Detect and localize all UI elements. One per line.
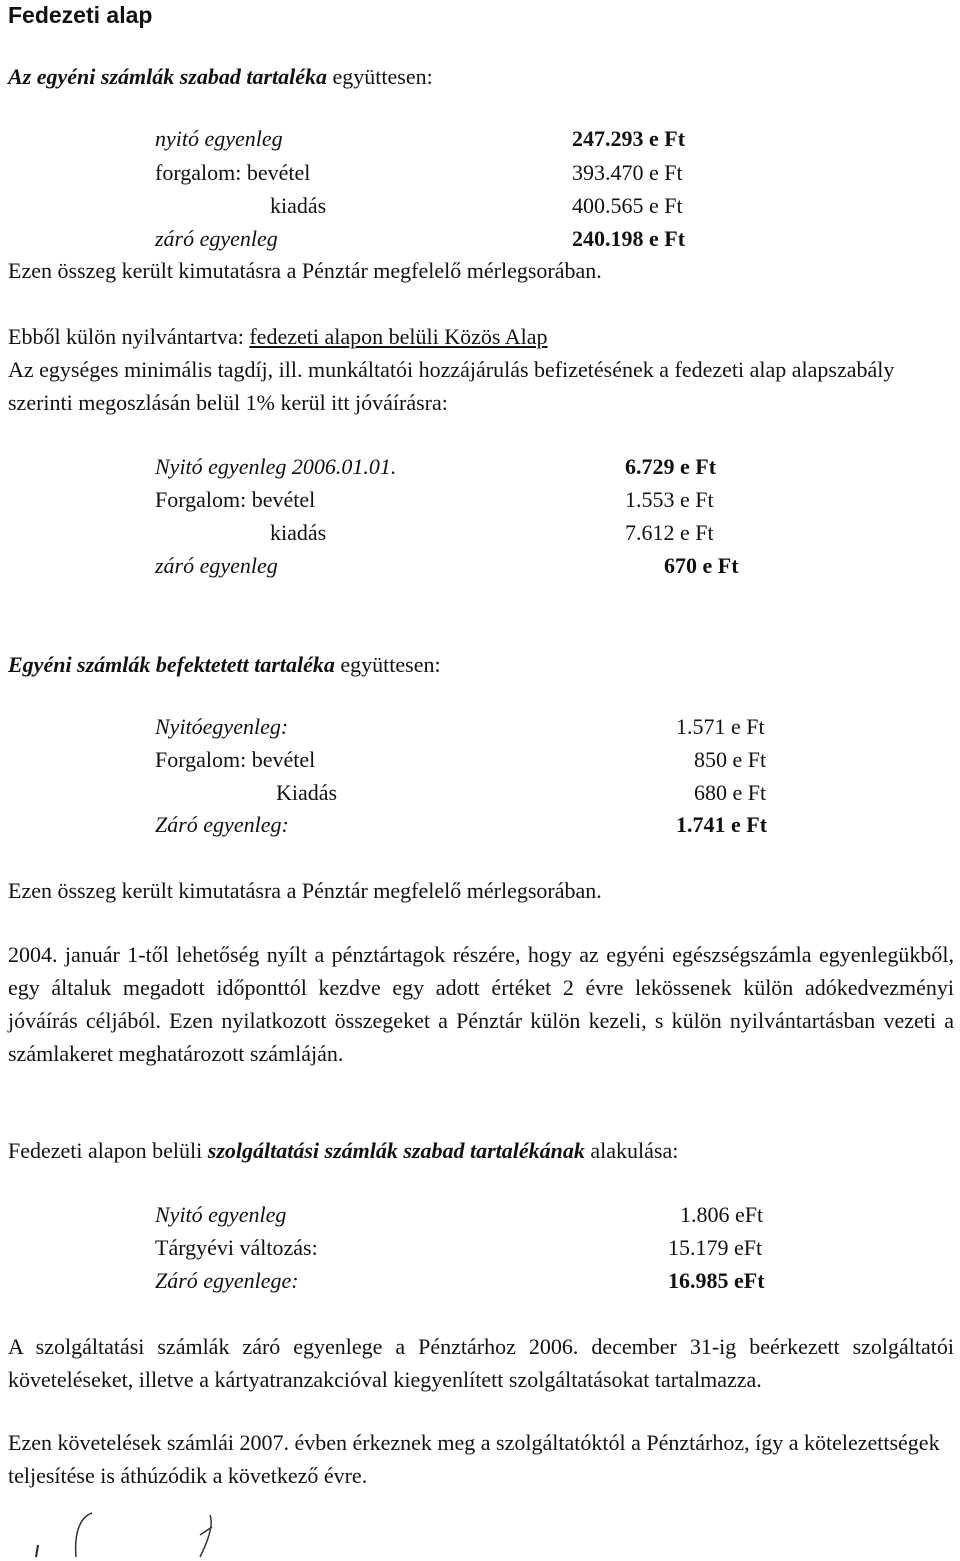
table-row <box>0 778 960 808</box>
heading-rest: alakulása: <box>584 1138 679 1163</box>
row-amount: 393.470 e Ft <box>572 160 683 185</box>
row-label: Nyitó egyenleg <box>155 1202 287 1227</box>
row-label: Forgalom: bevétel <box>155 487 316 512</box>
row-amount: 670 e Ft <box>664 553 739 578</box>
row-amount: 15.179 eFt <box>668 1235 763 1260</box>
row-label: Záró egyenleg: <box>155 812 289 837</box>
paragraph-claims: Ezen követelések számlái 2007. évben érkeznek meg a szolgáltatóktól a Pénztárhoz, így a kötelezettségek teljesítése is áthúzódik a következő évre. <box>8 1430 940 1488</box>
section-service-accounts-heading <box>8 1134 954 1167</box>
table-row <box>0 1266 960 1296</box>
row-label: kiadás <box>270 520 327 545</box>
prefix-text: Ebből külön nyilvántartva: <box>8 324 250 349</box>
table-row <box>0 551 960 581</box>
row-label: Záró egyenlege: <box>155 1268 299 1293</box>
table-row <box>0 1200 960 1230</box>
page-title: Fedezeti alap <box>8 2 153 28</box>
row-amount: 680 e Ft <box>694 780 767 805</box>
row-amount: 1.553 e Ft <box>625 487 714 512</box>
table-row <box>0 745 960 775</box>
common-fund-paragraph <box>8 320 954 419</box>
table-row <box>0 518 960 548</box>
handwritten-initials-mark <box>0 1505 260 1561</box>
row-label: nyitó egyenleg <box>155 126 283 151</box>
row-amount: 6.729 e Ft <box>625 454 717 479</box>
table-row <box>0 124 960 154</box>
row-label: Forgalom: bevétel <box>155 747 316 772</box>
table-row <box>0 712 960 742</box>
row-amount: 16.985 eFt <box>668 1268 765 1293</box>
heading-emphasis: szolgáltatási számlák szabad tartalékának <box>207 1138 585 1163</box>
row-amount: 1.571 e Ft <box>676 714 765 739</box>
heading-rest: együttesen: <box>327 64 433 89</box>
heading-prefix: Fedezeti alapon belüli <box>8 1138 208 1163</box>
table-row <box>0 191 960 221</box>
row-label: Nyitóegyenleg: <box>155 714 289 739</box>
row-label: záró egyenleg <box>155 553 278 578</box>
row-label: záró egyenleg <box>155 226 278 251</box>
table-row <box>0 485 960 515</box>
table-row <box>0 224 960 254</box>
row-label: forgalom: bevétel <box>155 160 311 185</box>
row-label: kiadás <box>270 193 327 218</box>
heading-rest: együttesen: <box>334 652 441 677</box>
heading-emphasis: Az egyéni számlák szabad tartaléka <box>8 64 328 89</box>
row-label: Kiadás <box>276 780 338 805</box>
table-row <box>0 810 960 840</box>
row-amount: 7.612 e Ft <box>625 520 714 545</box>
paragraph-2004: 2004. január 1-től lehetőség nyílt a pénztártagok részére, hogy az egyéni egészségszámla egyenlegükből, egy általuk megadott időponttól kezdve egy adott értéket 2 évre lekössenek külön adókedvezményi jóváírás céljából. Ezen nyilatkozott összegeket a Pénztár külön kezeli, s külön nyilvántartásban vezeti a számlakeret meghatározott számláján. <box>8 942 954 1066</box>
heading-emphasis: Egyéni számlák befektetett tartaléka <box>8 652 335 677</box>
row-amount: 1.806 eFt <box>680 1202 764 1227</box>
table-row <box>0 452 960 482</box>
section-invested-reserve-heading <box>8 648 954 681</box>
section-free-reserve-heading <box>8 60 954 93</box>
section-note: Ezen összeg került kimutatásra a Pénztár megfelelő mérlegsorában. <box>8 878 602 903</box>
row-label: Nyitó egyenleg 2006.01.01. <box>155 454 397 479</box>
body-text: Az egységes minimális tagdíj, ill. munkáltatói hozzájárulás befizetésének a fedezeti alap alapszabály szerinti megoszlásán belül 1% kerül itt jóváírásra: <box>8 357 895 415</box>
paragraph-service-balance: A szolgáltatási számlák záró egyenlege a Pénztárhoz 2006. december 31-ig beérkezett szolgáltatói követeléseket, illetve a kártyatranzakcióval kiegyenlített szolgáltatásokat tartalmazza. <box>8 1334 954 1392</box>
table-row <box>0 1233 960 1263</box>
section-note: Ezen összeg került kimutatásra a Pénztár megfelelő mérlegsorában. <box>8 258 602 283</box>
row-amount: 1.741 e Ft <box>676 812 768 837</box>
row-amount: 850 e Ft <box>694 747 767 772</box>
table-row <box>0 158 960 188</box>
row-amount: 400.565 e Ft <box>572 193 683 218</box>
row-amount: 247.293 e Ft <box>572 126 686 151</box>
row-label: Tárgyévi változás: <box>155 1235 318 1260</box>
underlined-text: fedezeti alapon belüli Közös Alap <box>249 324 548 349</box>
row-amount: 240.198 e Ft <box>572 226 686 251</box>
